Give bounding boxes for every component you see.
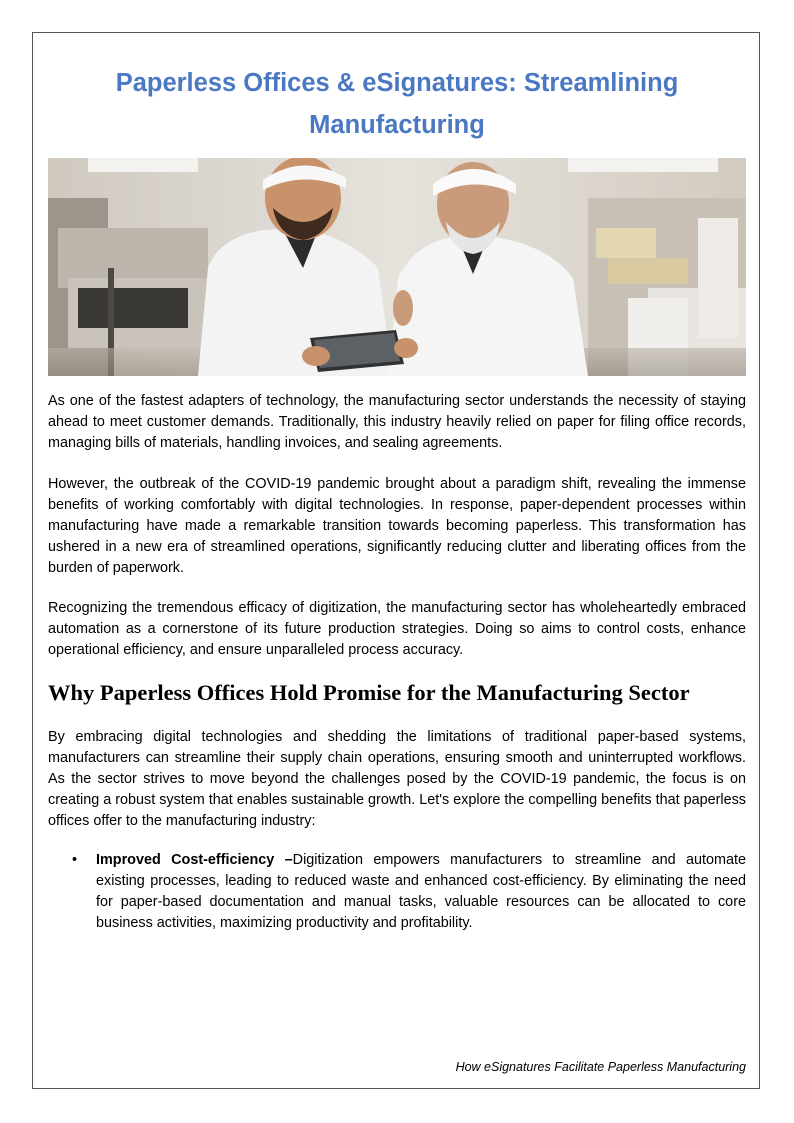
covid-paragraph: However, the outbreak of the COVID-19 pandemic brought about a paradigm shift, revealing the immense benefits of working comfortably with digital technologies. In response, paper-dependent processes within manufacturing have made a remarkable transition towards becoming paperless. This transformation has ushered in a new era of streamlined operations, significantly reducing clutter and liberating offices from the burden of paperwork.: [48, 476, 746, 576]
section-heading: Why Paperless Offices Hold Promise for the Manufacturing Sector: [48, 680, 690, 705]
page-footer: How eSignatures Facilitate Paperless Manufacturing: [455, 1060, 746, 1074]
benefits-list: [48, 850, 746, 934]
bullet-marker: •: [72, 852, 78, 868]
intro-paragraph: As one of the fastest adapters of technology, the manufacturing sector understands the necessity of staying ahead to meet customer demands. Traditionally, this industry heavily relied on paper for filing office records, managing bills of materials, handling invoices, and sealing agreements.: [48, 393, 746, 451]
photo-two-workers-lab-coats-tablet-icon: [48, 158, 746, 376]
document-title: Paperless Offices & eSignatures: Streamlining Manufacturing: [115, 69, 679, 139]
bullet-text: Digitization empowers manufacturers to streamline and automate existing processes, leading to reduced waste and enhanced cost-efficiency. By eliminating the need for paper-based documentation and manual tasks, valuable resources can be allocated to core business activities, maximizing productivity and profitability.: [96, 852, 746, 931]
digitization-paragraph: Recognizing the tremendous efficacy of digitization, the manufacturing sector has wholeheartedly embraced automation as a cornerstone of its future production strategies. Doing so aims to control costs, enhance operational efficiency, and ensure unparalleled process accuracy.: [48, 600, 746, 658]
list-item: [48, 850, 746, 934]
hero-image: [48, 158, 746, 376]
section-paragraph: By embracing digital technologies and shedding the limitations of traditional paper-based systems, manufacturers can streamline their supply chain operations, ensuring smooth and uninterrupted workflows. As the sector strives to move beyond the challenges posed by the COVID-19 pandemic, the focus is on creating a robust system that enables sustainable growth. Let's explore the compelling benefits that paperless offices offer to the manufacturing industry:: [48, 729, 746, 829]
bullet-label: Improved Cost-efficiency –: [96, 852, 293, 868]
